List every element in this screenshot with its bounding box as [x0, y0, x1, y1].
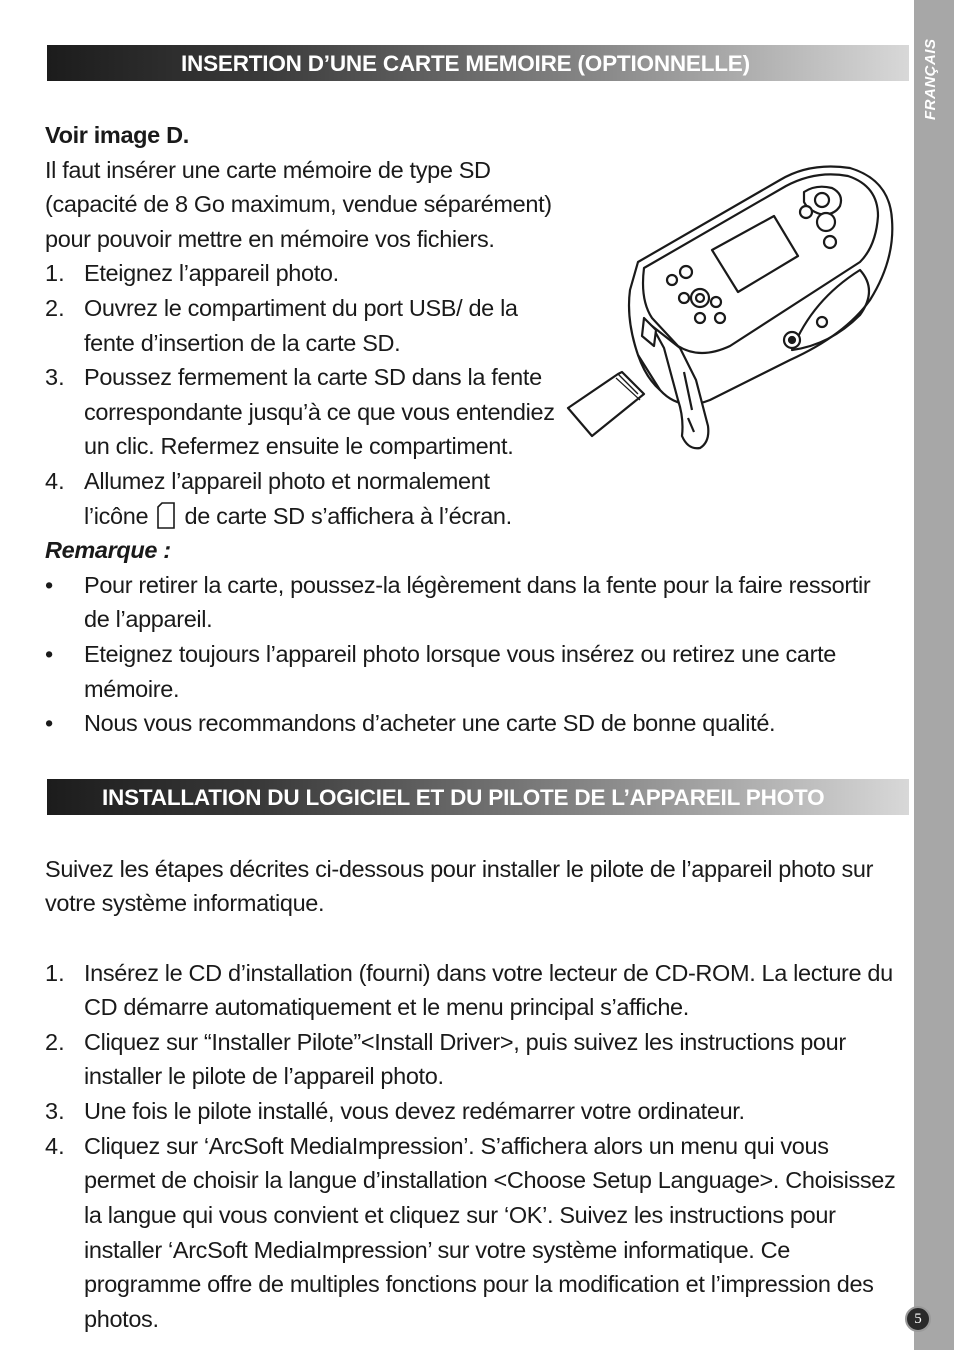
step-text: programme offre de multiples fonctions pour la modification et l’impression des — [84, 1271, 874, 1297]
step-text: Une fois le pilote installé, vous devez redémarrer votre ordinateur. — [84, 1098, 745, 1124]
bullet-marker: • — [45, 710, 54, 736]
step-number: 1. — [45, 260, 65, 286]
step-text-before-icon: l’icône — [84, 503, 149, 529]
intro-line: votre système informatique. — [45, 890, 325, 916]
step-text: correspondante jusqu’à ce que vous entendiez — [84, 399, 555, 425]
side-language-strip — [914, 0, 954, 1350]
page-number: 5 — [905, 1306, 931, 1332]
step-text: installer le pilote de l’appareil photo. — [84, 1063, 444, 1089]
language-label: FRANÇAIS — [922, 38, 939, 120]
step-text: Cliquez sur ‘ArcSoft MediaImpression’. S’affichera alors un menu qui vous — [84, 1133, 829, 1159]
step-number: 4. — [45, 468, 65, 494]
intro-line: Suivez les étapes décrites ci-dessous pour installer le pilote de l’appareil photo sur — [45, 856, 874, 882]
step-text: permet de choisir la langue d’installation <Choose Setup Language>. Choisissez — [84, 1167, 896, 1193]
step-text: Ouvrez le compartiment du port USB/ de la — [84, 295, 518, 321]
section-title: INSTALLATION DU LOGICIEL ET DU PILOTE DE L’APPAREIL PHOTO — [102, 785, 825, 810]
remark-label: Remarque : — [45, 537, 171, 563]
section-title: INSERTION D’UNE CARTE MEMOIRE (OPTIONNELLE) — [181, 51, 750, 76]
step-text-after-icon: de carte SD s’affichera à l’écran. — [184, 503, 512, 529]
step-number: 2. — [45, 1029, 65, 1055]
step-text: Cliquez sur “Installer Pilote”<Install Driver>, puis suivez les instructions pour — [84, 1029, 846, 1055]
step-number: 3. — [45, 364, 65, 390]
step-text: Eteignez l’appareil photo. — [84, 260, 339, 286]
step-text: installer ‘ArcSoft MediaImpression’ sur votre système informatique. Ce — [84, 1237, 791, 1263]
step-text: CD démarre automatiquement et le menu principal s’affiche. — [84, 994, 689, 1020]
intro-line: Il faut insérer une carte mémoire de type SD — [45, 157, 491, 183]
bullet-text: mémoire. — [84, 676, 180, 702]
bullet-marker: • — [45, 572, 54, 598]
step-text-with-icon — [84, 499, 512, 534]
intro-line: pour pouvoir mettre en mémoire vos fichiers. — [45, 226, 495, 252]
step-number: 4. — [45, 1133, 65, 1159]
step-text: fente d’insertion de la carte SD. — [84, 330, 401, 356]
bullet-text: Eteignez toujours l’appareil photo lorsque vous insérez ou retirez une carte — [84, 641, 836, 667]
step-number: 3. — [45, 1098, 65, 1124]
bullet-text: Pour retirer la carte, poussez-la légèrement dans la fente pour la faire ressortir — [84, 572, 871, 598]
step-text: photos. — [84, 1306, 159, 1332]
bullet-text: de l’appareil. — [84, 606, 213, 632]
step-text: un clic. Refermez ensuite le compartiment. — [84, 433, 514, 459]
step-text: Allumez l’appareil photo et normalement — [84, 468, 490, 494]
camera-sd-card-illustration — [560, 150, 900, 470]
section-header-software-install — [47, 779, 909, 815]
see-image-label: Voir image D. — [45, 122, 189, 148]
bullet-marker: • — [45, 641, 54, 667]
step-number: 2. — [45, 295, 65, 321]
step-text: Insérez le CD d’installation (fourni) dans votre lecteur de CD-ROM. La lecture du — [84, 960, 893, 986]
intro-line: (capacité de 8 Go maximum, vendue séparément) — [45, 191, 552, 217]
step-number: 1. — [45, 960, 65, 986]
section-header-memory-card — [47, 45, 909, 81]
bullet-text: Nous vous recommandons d’acheter une carte SD de bonne qualité. — [84, 710, 776, 736]
step-text: Poussez fermement la carte SD dans la fente — [84, 364, 542, 390]
step-text: la langue qui vous convient et cliquez sur ‘OK’. Suivez les instructions pour — [84, 1202, 836, 1228]
sd-card-icon — [156, 502, 176, 529]
